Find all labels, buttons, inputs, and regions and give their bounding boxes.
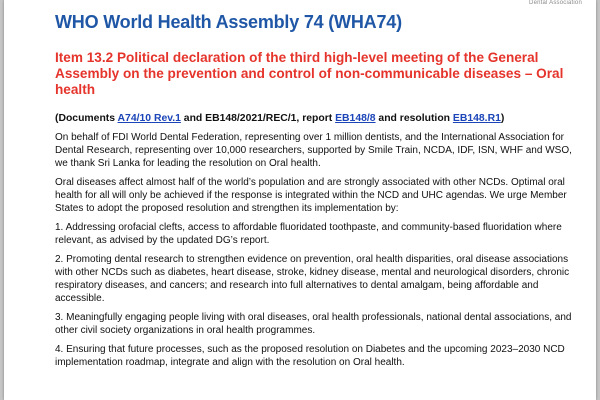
- paragraph-intro: On behalf of FDI World Dental Federation, representing over 1 million dentists, and the International Association for Dental Research, representing over 10,000 researchers, supported by Smile Train, NCDA, IDF, ISN, WHF and WSO, we thank Sri Lanka for leading the resolution on Oral health.: [55, 132, 572, 169]
- document-page: [4, 0, 596, 400]
- documents-open: (Documents: [55, 113, 118, 124]
- paragraph-context: Oral diseases affect almost half of the world’s population and are strongly associated with other NCDs. Optimal oral health for all will only be achieved if the response is integrated within the NCD and UHC agendas. We urge Member States to adopt the proposed resolution and strengthen its implementation by:: [55, 177, 567, 214]
- paragraph-point-1: 1. Addressing orofacial clefts, access to affordable fluoridated toothpaste, and community-based fluoridation where relevant, as advised by the updated DG’s report.: [55, 222, 562, 246]
- document-body: [55, 112, 585, 375]
- corner-mark: Dental Association: [529, 0, 582, 6]
- paragraph-point-2: 2. Promoting dental research to strengthen evidence on prevention, oral health disparities, oral disease associations with other NCDs such as diabetes, heart disease, stroke, kidney disease, mental and neurological disorders, chronic respiratory diseases, and cancers; and research into full alternatives to dental amalgam, being affordable and accessible.: [55, 254, 570, 304]
- agenda-item-title: Item 13.2 Political declaration of the third high-level meeting of the General Assembly on the prevention and control of non-communicable diseases – Oral health: [55, 50, 564, 98]
- documents-mid1: and EB148/2021/REC/1, report: [180, 113, 336, 124]
- paragraph-point-3: 3. Meaningfully engaging people living with oral diseases, oral health professionals, national dental associations, and other civil society organizations in oral health programmes.: [55, 312, 572, 336]
- documents-close: ): [500, 113, 505, 124]
- link-eb148-8[interactable]: EB148/8: [335, 113, 376, 124]
- documents-mid2: and resolution: [375, 113, 453, 124]
- paragraph-point-4: 4. Ensuring that future processes, such as the proposed resolution on Diabetes and the upcoming 2023–2030 NCD implementation roadmap, integrate and align with the resolution on Oral health.: [55, 344, 565, 368]
- documents-reference: [55, 112, 585, 125]
- link-eb148-r1[interactable]: EB148.R1: [452, 113, 501, 124]
- page-title: WHO World Health Assembly 74 (WHA74): [55, 12, 402, 32]
- link-a74-10-rev1[interactable]: A74/10 Rev.1: [117, 113, 181, 124]
